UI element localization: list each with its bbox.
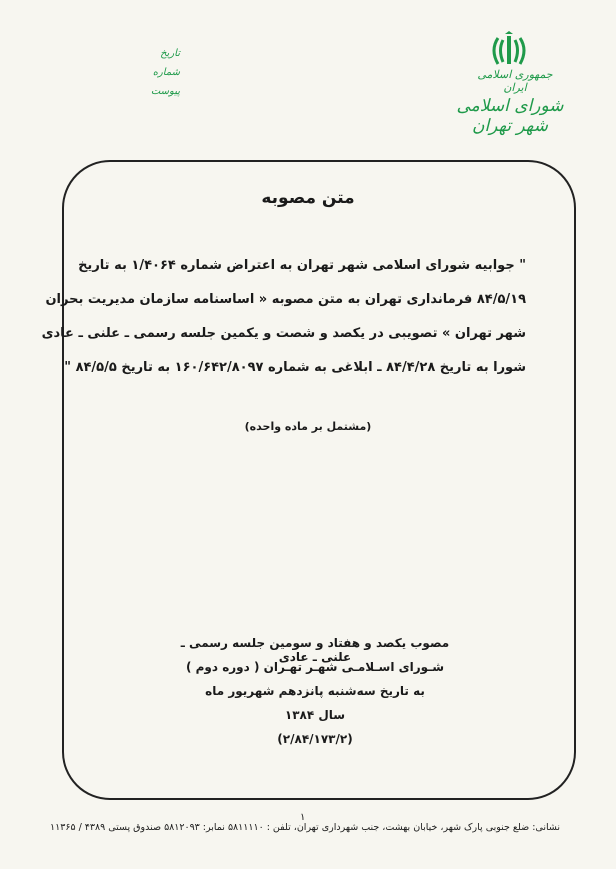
page-number: ۱ xyxy=(300,812,306,823)
approval-line: شـورای اسـلامـی شهـر تهـران ( دوره دوم ) xyxy=(185,660,445,674)
document-frame xyxy=(41,160,576,800)
body-line: ۸۴/۵/۱۹ فرمانداری تهران به متن مصوبه « اساسنامه سازمان مدیریت بحران xyxy=(45,292,526,307)
address-footer: نشانی: ضلع جنوبی پارک شهر، خیابان بهشت، جنب شهرداری تهران، تلفن : ۵۸۱۱۱۱۰ نمابر: ۵۸۱۲۰۹۳ صندوق پستی ۴۳۸۹ / ۱۱۳۶۵ xyxy=(50,822,560,833)
letter-meta-labels xyxy=(140,44,180,101)
republic-label: جمهوری اسلامی ایران xyxy=(477,68,553,94)
attachment-label: پیوست xyxy=(150,86,180,97)
date-label: تاریخ xyxy=(160,48,180,59)
document-title: متن مصوبه xyxy=(261,188,355,208)
approval-code: (۲/۸۴/۱۷۳/۲) xyxy=(277,732,353,746)
body-line: " جوابیه شورای اسلامی شهر تهران به اعتراض شماره ۱/۴۰۶۴ به تاریخ xyxy=(78,258,526,273)
approval-year: سال ۱۳۸۴ xyxy=(284,708,346,722)
body-line: شورا به تاریخ ۸۴/۴/۲۸ ـ ابلاغی به شماره ۱۶۰/۶۴۲/۸۰۹۷ به تاریخ ۸۴/۵/۵ " xyxy=(64,360,526,375)
single-article-note: (مشتمل بر ماده واحده) xyxy=(244,420,372,433)
iran-emblem-logo xyxy=(488,30,530,70)
council-name: شورای اسلامی شهر تهران xyxy=(456,96,564,136)
body-line: شهر تهران » تصویبی در یکصد و شصت و یکمین جلسه رسمی ـ علنی ـ عادی xyxy=(41,326,526,341)
approval-line: به تاریخ سه‌شنبه پانزدهم شهریور ماه xyxy=(205,684,425,698)
approval-line: مصوب یکصد و هفتاد و سومین جلسه رسمی ـ علنی ـ عادی xyxy=(180,636,450,664)
number-label: شماره xyxy=(152,67,180,78)
